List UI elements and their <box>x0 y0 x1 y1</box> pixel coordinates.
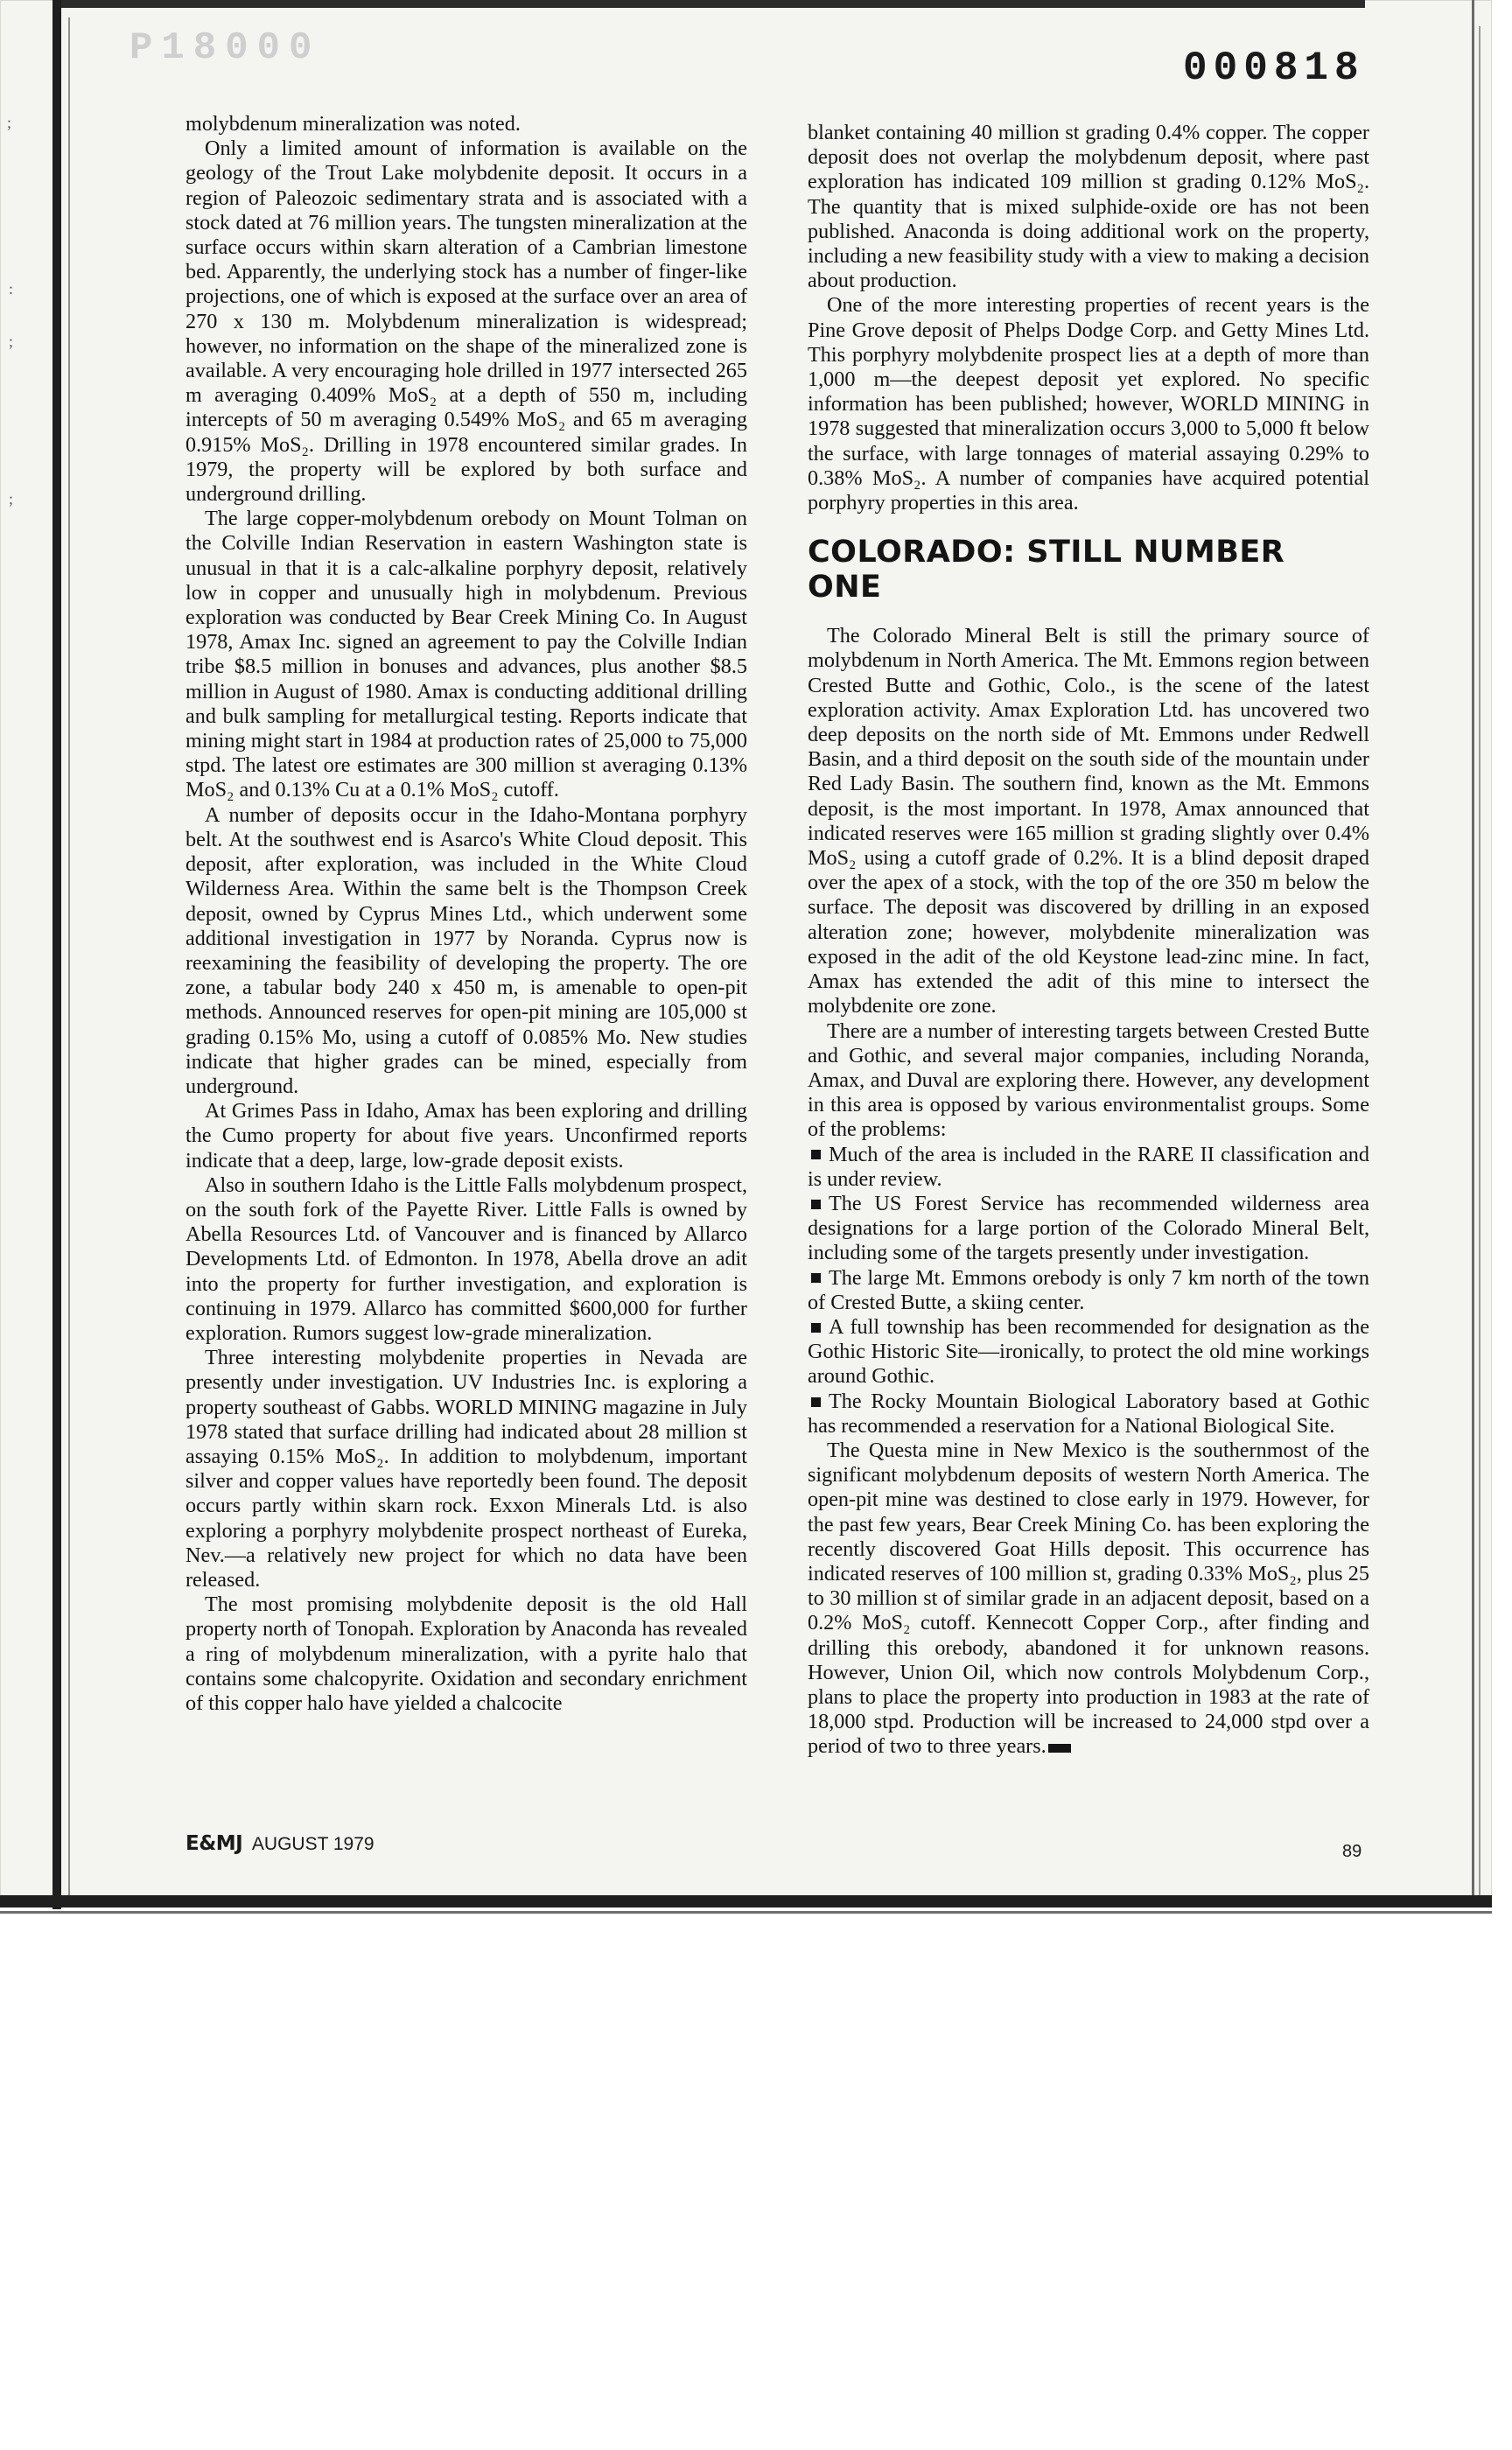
page-number: 89 <box>1342 1842 1362 1861</box>
paragraph-mount-tolman: The large copper-molybdenum orebody on Mount Tolman on the Colville Indian Reservation in eastern Washington state is unusual in that it is a calc-alkaline porphyry deposit, relatively low in copper and unusually high in molybdenum. Previous exploration was conducted by Bear Creek Mining Co. In August 1978, Amax Inc. signed an agreement to pay the Colville Indian tribe $8.5 million in bonuses and advances, plus another $8.5 million in August of 1980. Amax is conducting additional drilling and bulk sampling for metallurgical testing. Reports indicate that mining might start in 1984 at production rates of 25,000 to 75,000 stpd. The latest ore estimates are 300 million st averaging 0.13% MoS₂ and 0.13% Cu at a 0.1% MoS₂ cutoff. <box>186 507 747 802</box>
issue-date: AUGUST 1979 <box>251 1834 374 1854</box>
bullet-item <box>808 1143 1369 1192</box>
paragraph: molybdenum mineralization was noted. <box>186 112 521 136</box>
paragraph-trout-lake: Only a limited amount of information is available on the geology of the Trout Lake molybdenite deposit. It occurs in a region of Paleozoic sedimentary strata and is associated with a stock dated at 76 million years. The tungsten mineralization at the surface occurs within skarn alteration of a Cambrian limestone bed. Apparently, the underlying stock has a number of finger-like projections, one of which is exposed at the surface over an area of 270 x 130 m. Molybdenum mineralization is widespread; however, no information on the shape of the mineralized zone is available. A very encouraging hole drilled in 1977 intersected 265 m averaging 0.409% MoS₂ at a depth of 550 m, including intercepts of 50 m averaging 0.549% MoS₂ and 65 m averaging 0.915% MoS₂. Drilling in 1978 encountered similar grades. In 1979, the property will be explored by both surface and underground drilling. <box>186 136 747 507</box>
bullet-text: The large Mt. Emmons orebody is only 7 km north of the town of Crested Butte, a skiing center. <box>808 1265 1369 1314</box>
margin-mark: ; <box>9 332 14 350</box>
faint-stamp: P18000 <box>130 26 321 70</box>
paragraph-questa <box>808 1438 1369 1760</box>
binding-edge-top <box>52 0 1365 8</box>
paragraph-little-falls: Also in southern Idaho is the Little Falls molybdenum prospect, on the south fork of the Payette River. Little Falls is owned by Abella Resources Ltd. of Vancouver and is financed by Allarco Developments Ltd. of Edmonton. In 1978, Abella drove an adit into the property for further investigation, and exploration is continuing in 1979. Allarco has committed $600,000 for further exploration. Rumors suggest low-grade mineralization. <box>186 1172 747 1345</box>
footer-issue <box>186 1832 374 1855</box>
bullet-text: The US Forest Service has recommended wilderness area designations for a large portion of the Colorado Mineral Belt, including some of the targets presently under investigation. <box>808 1191 1369 1265</box>
bullet-text: The Rocky Mountain Biological Laboratory based at Gothic has recommended a reservation for a National Biological Site. <box>808 1389 1369 1438</box>
bullet-square-icon <box>811 1397 821 1407</box>
paragraph-nevada: Three interesting molybdenite properties in Nevada are presently under investigation. UV Industries Inc. is exploring a property southeast of Gabbs. WORLD MINING magazine in July 1978 stated that surface drilling had indicated about 28 million st assaying 0.15% MoS₂. In addition to molybdenum, important silver and copper values have reportedly been found. The deposit occurs partly within skarn rock. Exxon Minerals Ltd. is also exploring a porphyry molybdenite prospect northeast of Eureka, Nev.—a relatively new project for which no data have been released. <box>186 1346 747 1592</box>
bullet-square-icon <box>811 1150 821 1159</box>
margin-mark: ; <box>7 114 12 131</box>
end-of-article-mark-icon <box>1048 1744 1071 1753</box>
bullet-item <box>808 1390 1369 1438</box>
paragraph-questa-text: The Questa mine in New Mexico is the southernmost of the significant molybdenum deposits of western North America. The open-pit mine was destined to close early in 1979. However, for the past few years, Bear Creek Mining Co. has been exploring the recently discovered Goat Hills deposit. This occurrence has indicated reserves of 100 million st, grading 0.33% MoS₂, plus 25 to 30 million st of similar grade in an adjacent deposit, based on a 0.2% MoS₂ cutoff. Kennecott Copper Corp., after finding and drilling this orebody, abandoned it for unknown reasons. However, Union Oil, which now controls Molybdenum Corp., plans to place the property into production in 1983 at the rate of 18,000 stpd. Production will be increased to 24,000 stpd over a period of two to three years. <box>808 1438 1369 1759</box>
left-column <box>186 112 747 1716</box>
bullet-item <box>808 1192 1369 1266</box>
paragraph-hall-continued: blanket containing 40 million st grading 0.4% copper. The copper deposit does not overlap the molybdenum deposit, where past exploration has indicated 109 million st grading 0.12% MoS₂. The quantity that is mixed sulphide-oxide ore has not been published. Anaconda is doing additional work on the property, including a new feasibility study with a view to making a decision about production. <box>808 121 1369 293</box>
margin-mark: : <box>9 280 14 298</box>
bullet-square-icon <box>811 1323 821 1333</box>
paragraph-colorado-belt: The Colorado Mineral Belt is still the primary source of molybdenum in North America. The Mt. Emmons region between Crested Butte and Gothic, Colo., is the scene of the latest exploration activity. Amax Exploration Ltd. has uncovered two deep deposits on the north side of Mt. Emmons under Redwell Basin, and a third deposit on the south side of the mountain under Red Lady Basin. The southern find, known as the Mt. Emmons deposit, is the most important. In 1978, Amax announced that indicated reserves were 165 million st grading slightly over 0.4% MoS₂ using a cutoff grade of 0.2%. It is a blind deposit draped over the apex of a stock, with the top of the ore 350 m below the surface. The deposit was discovered by drilling in an exposed alteration zone; however, molybdenite mineralization was exposed in the adit of the old Keystone lead-zinc mine. In fact, Amax has extended the adit of this mine to intersect the molybdenite ore zone. <box>808 624 1369 1018</box>
page-edge-right <box>1472 0 1474 1908</box>
bullet-item <box>808 1266 1369 1315</box>
paragraph-pine-grove: One of the more interesting properties of recent years is the Pine Grove deposit of Phelps Dodge Corp. and Getty Mines Ltd. This porphyry molybdenite prospect lies at a depth of more than 1,000 m—the deepest deposit yet explored. No specific information has been published; however, WORLD MINING in 1978 suggested that mineralization occurs 3,000 to 5,000 ft below the surface, with large tonnages of material assaying 0.29% to 0.38% MoS₂. A number of companies have acquired potential porphyry properties in this area. <box>808 293 1369 515</box>
bullet-square-icon <box>811 1200 821 1209</box>
paragraph-hall-property: The most promising molybdenite deposit is the old Hall property north of Tonopah. Exploration by Anaconda has revealed a ring of molybdenum mineralization, with a pyrite halo that contains some chalcopyrite. Oxidation and secondary enrichment of this copper halo have yielded a chalcocite <box>186 1592 747 1715</box>
bullet-item <box>808 1315 1369 1390</box>
paragraph-targets: There are a number of interesting targets between Crested Butte and Gothic, and several major companies, including Noranda, Amax, and Duval are exploring there. However, any development in this area is opposed by various environmentalist groups. Some of the problems: <box>808 1018 1369 1142</box>
right-column <box>808 121 1369 1760</box>
paragraph-idaho-montana: A number of deposits occur in the Idaho-Montana porphyry belt. At the southwest end is Asarco's White Cloud deposit. This deposit, after exploration, was included in the White Cloud Wilderness Area. Within the same belt is the Thompson Creek deposit, owned by Cyprus Mines Ltd., which underwent some additional investigation in 1977 by Noranda. Cyprus now is reexamining the feasibility of developing the property. The ore zone, a tabular body 240 x 450 m, is amenable to open-pit methods. Announced reserves for open-pit mining are 105,000 st grading 0.15% Mo, using a cutoff of 0.085% Mo. New studies indicate that higher grades can be mined, especially from underground. <box>186 802 747 1098</box>
page-edge-right-inner <box>1479 26 1480 1899</box>
page-edge-bottom <box>0 1895 1492 1908</box>
binding-line <box>68 18 70 1908</box>
document-number: 000818 <box>1183 46 1365 91</box>
bullet-square-icon <box>811 1273 821 1283</box>
margin-mark: ; <box>9 490 14 508</box>
section-heading: COLORADO: STILL NUMBER ONE <box>808 535 1285 606</box>
bullet-text: Much of the area is included in the RARE II classification and is under review. <box>808 1142 1369 1191</box>
page-edge-bottom-thin <box>0 1911 1492 1914</box>
bullet-text: A full township has been recommended for designation as the Gothic Historic Site—ironically, to protect the old mine workings around Gothic. <box>808 1314 1369 1389</box>
paragraph-grimes-pass: At Grimes Pass in Idaho, Amax has been exploring and drilling the Cumo property for about five years. Unconfirmed reports indicate that a deep, large, low-grade deposit exists. <box>186 1099 747 1172</box>
magazine-logo: E&MJ <box>186 1832 243 1855</box>
binding-edge-left <box>52 0 61 1909</box>
